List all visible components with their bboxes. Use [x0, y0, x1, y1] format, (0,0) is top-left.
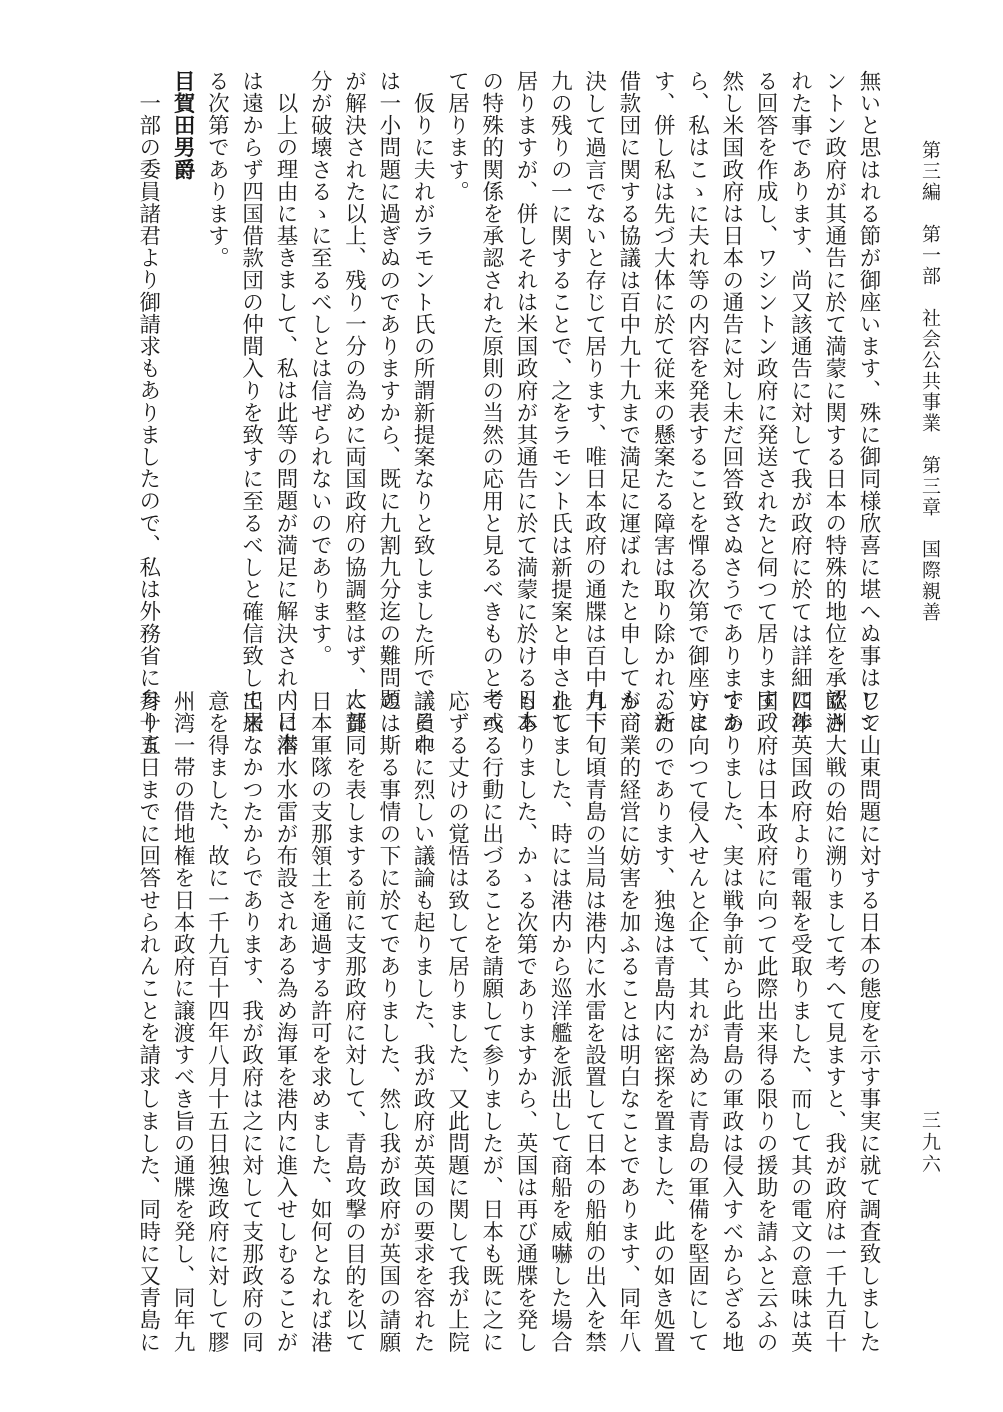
text-line: れた事であります、尚又該通告に対して我が政府に於ては詳細に渉: [787, 70, 813, 733]
text-line: 月下旬頃青島の当局は港内に水雷を設置して日本の船舶の出入を禁: [581, 690, 607, 1353]
text-line: 国政府は日本政府に向つて此際出来得る限りの援助を請ふと云ふの: [753, 690, 779, 1353]
text-block-bottom: [105, 690, 885, 1353]
text-line: 方に向つて侵入せんと企て、其れが為めに青島の軍備を堅固にして: [684, 690, 710, 1353]
text-line: 月十五日までに回答せられんことを請求しました、同時に又青島に: [135, 690, 161, 1353]
speaker-name: 目賀田男爵: [170, 70, 196, 181]
text-line: は遠からず四国借款団の仲間入りを致すに至るべしと確信致して居: [238, 70, 264, 733]
text-line: 以上の理由に基きまして、私は此等の問題が満足に解決され、日本: [272, 92, 298, 755]
running-header: 第三編 第一部 社会公共事業 第三章 国際親善: [919, 140, 941, 623]
text-line: す、併し私は先づ大体に於て従来の懸案たる障害は取り除かれ、新: [650, 70, 676, 733]
text-line: 四年英国政府より電報を受取りました、而して其の電文の意味は英: [787, 690, 813, 1353]
text-line: ントン政府が其通告に於て満蒙に関する日本の特殊的地位を承認さ: [821, 70, 847, 733]
text-line: 九の残りの一に関することで、之をラモント氏は新提案と申されて: [547, 70, 573, 733]
text-line: 借款団に関する協議は百中九十九まで満足に運ばれたと申しても、: [615, 70, 641, 733]
text-line: 分が破壊さるゝに至るべしとは信ぜられないのであります。: [307, 70, 333, 667]
text-line: が解決された以上、残り一分の為めに両国政府の協調整はず、大部: [341, 70, 367, 733]
text-line: 一部の委員諸君より御請求もありましたので、私は外務省に参りま: [135, 92, 161, 755]
text-line: して山東問題に対する日本の態度を示す事実に就て調査致しました: [856, 690, 881, 1353]
text-line: 無いと思はれる節が御座います、殊に御同様欣喜に堪へぬ事はワシ: [856, 70, 881, 733]
text-line: 止しました、時には港内から巡洋艦を派出して商船を威嚇した場合: [547, 690, 573, 1353]
text-line: が商業的経営に妨害を加ふることは明白なことであります、同年八: [615, 690, 641, 1353]
text-line: て或る行動に出づることを請願して参りましたが、日本も既に之に: [478, 690, 504, 1353]
text-line: る次第であります。: [204, 70, 230, 269]
text-line: 意を得ました、故に一千九百十四年八月十五日独逸政府に対して膠: [204, 690, 230, 1353]
text-line: 仮りに夫れがラモント氏の所謂新提案なりと致しました所で、それ: [410, 92, 436, 755]
text-line: 議員中に烈しい議論も起りました、我が政府が英国の要求を容れた: [410, 690, 436, 1353]
text-line: のは斯る事情の下に於てでありました、然し我が政府が英国の請願: [375, 690, 401, 1353]
text-line: でありました、実は戦争前から此青島の軍政は侵入すべからざる地: [718, 690, 744, 1353]
text-line: もありました、かゝる次第でありますから、英国は再び通牒を発し: [513, 690, 539, 1353]
text-line: る回答を作成し、ワシントン政府に発送されたと伺つて居ります、: [753, 70, 779, 733]
text-line: 内に潜水水雷が布設されある為め海軍を港内に進入せしむることが: [272, 690, 298, 1353]
text-line: 然し米国政府は日本の通告に対し未だ回答致さぬさうでありますか: [718, 70, 744, 733]
text-line: ら、私はこゝに夫れ等の内容を発表することを憚る次第で御座いま: [684, 70, 710, 733]
text-block-top: [105, 70, 885, 755]
text-line: 居りますが、併しそれは米国政府が其通告に於て満蒙に於ける日本: [513, 70, 539, 733]
text-line: 州湾一帯の借地権を日本政府に譲渡すべき旨の通牒を発し、同年九: [170, 690, 196, 1353]
text-line: て居ります。: [444, 70, 470, 203]
text-line: の特殊的関係を承認された原則の当然の応用と見るべきものと考へ: [478, 70, 504, 733]
page-number: 三九六: [919, 1110, 941, 1176]
text-line: ゐたのであります、独逸は青島内に密探を置ました、此の如き処置: [650, 690, 676, 1353]
text-line: 決して過言でないと存じて居ります、唯日本政府の通牒は百中九十: [581, 70, 607, 733]
text-line: 欧洲大戦の始に溯りまして考へて見ますと、我が政府は一千九百十: [821, 690, 847, 1353]
text-line: 出来なかつたからであります、我が政府は之に対して支那政府の同: [238, 690, 264, 1353]
text-line: に賛同を表しまする前に支那政府に対して、青島攻撃の目的を以て: [341, 690, 367, 1353]
text-line: 日本軍隊の支那領土を通過する許可を求めました、如何となれば港: [307, 690, 333, 1353]
text-line: は一小問題に過ぎぬのでありますから、既に九割九分迄の難問題: [375, 70, 401, 711]
text-line: 応ずる丈けの覚悟は致して居りました、又此問題に関して我が上院: [444, 690, 470, 1353]
